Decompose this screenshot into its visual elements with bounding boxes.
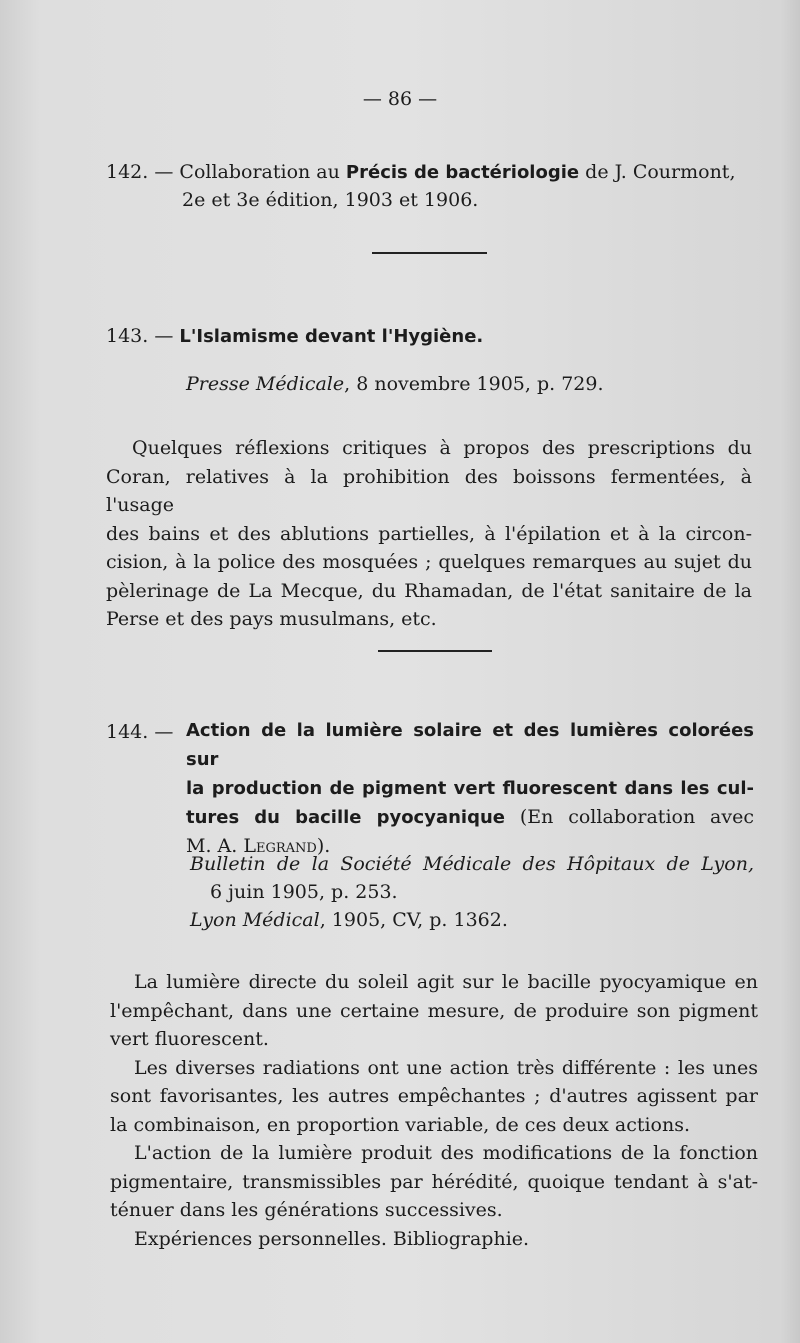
entry-144-collaboration: (En collaboration avec (519, 806, 754, 828)
entry-144-collab-suffix: ). (316, 835, 331, 857)
entry-142-title: Précis de bactériologie (345, 162, 580, 183)
entry-143-heading (106, 322, 483, 351)
summary-line: des bains et des ablutions partielles, à l'épilation et à la circon- (106, 522, 752, 545)
entry-144-ref-2-citation: , 1905, CV, p. 1362. (319, 909, 508, 931)
summary-line: pigmentaire, transmissibles par hérédité, quoique tendant à s'at- (110, 1170, 758, 1193)
entry-142-author: de J. Courmont, (585, 161, 736, 183)
summary-line: La lumière directe du soleil agit sur le bacille pyocyamique en (134, 971, 758, 993)
summary-line: Quelques réflexions critiques à propos des prescriptions du (132, 437, 752, 459)
entry-143-citation: , 8 novembre 1905, p. 729. (344, 373, 604, 395)
entry-142-line-1 (106, 158, 736, 187)
entry-143-number: 143. — (106, 325, 174, 347)
entry-143-title: L'Islamisme devant l'Hygiène. (179, 326, 484, 347)
summary-line: pèlerinage de La Mecque, du Rhamadan, de l'état sanitaire de la (106, 579, 752, 602)
entry-142-text: Collaboration au (179, 161, 340, 183)
entry-144-number: 144. — (106, 721, 174, 743)
summary-line: sont favorisantes, les autres empêchantes ; d'autres agissent par (110, 1085, 758, 1107)
summary-line: Expériences personnelles. Bibliographie. (134, 1227, 530, 1250)
entry-142-number: 142. — (106, 161, 174, 183)
page-number: — 86 — (362, 88, 438, 110)
entry-144-title-line: Action de la lumière solaire et des lumières colorées sur (186, 720, 754, 770)
summary-line: L'action de la lumière produit des modifications de la fonction (134, 1142, 758, 1164)
entry-143-reference (186, 370, 604, 398)
summary-line: Les diverses radiations ont une action très différente : les unes (134, 1056, 758, 1079)
entry-144-title-line: tures du bacille pyocyanique (186, 807, 505, 828)
summary-line: ténuer dans les générations successives. (110, 1199, 503, 1221)
section-divider (372, 252, 487, 254)
summary-line: Coran, relatives à la prohibition des boissons fermentées, à l'usage (106, 465, 752, 516)
entry-143-summary (106, 434, 752, 634)
summary-line: Perse et des pays musulmans, etc. (106, 608, 437, 630)
summary-line: vert fluorescent. (110, 1028, 269, 1050)
entry-144-ref-2 (190, 906, 508, 934)
entry-144-summary (110, 968, 758, 1253)
entry-144-collab-prefix: M. A. (186, 835, 238, 857)
summary-line: cision, à la police des mosquées ; quelques remarques au sujet du (106, 551, 752, 573)
summary-line: la combinaison, en proportion variable, de ces deux actions. (110, 1113, 691, 1136)
entry-144-ref-2-journal: Lyon Médical (190, 909, 320, 931)
entry-144-title-block (186, 716, 754, 861)
entry-144-title-line: la production de pigment vert fluorescent dans les cul- (186, 778, 754, 799)
entry-143-journal: Presse Médicale (186, 373, 345, 395)
entry-144-ref-1-citation: 6 juin 1905, p. 253. (210, 881, 398, 903)
entry-144-ref-1: Bulletin de la Société Médicale des Hôpitaux de Lyon, (190, 853, 754, 875)
section-divider (378, 650, 492, 652)
entry-144-collaborator: Legrand (243, 835, 317, 857)
entry-142-edition: 2e et 3e édition, 1903 et 1906. (182, 189, 479, 211)
summary-line: l'empêchant, dans une certaine mesure, de produire son pigment (110, 999, 758, 1022)
